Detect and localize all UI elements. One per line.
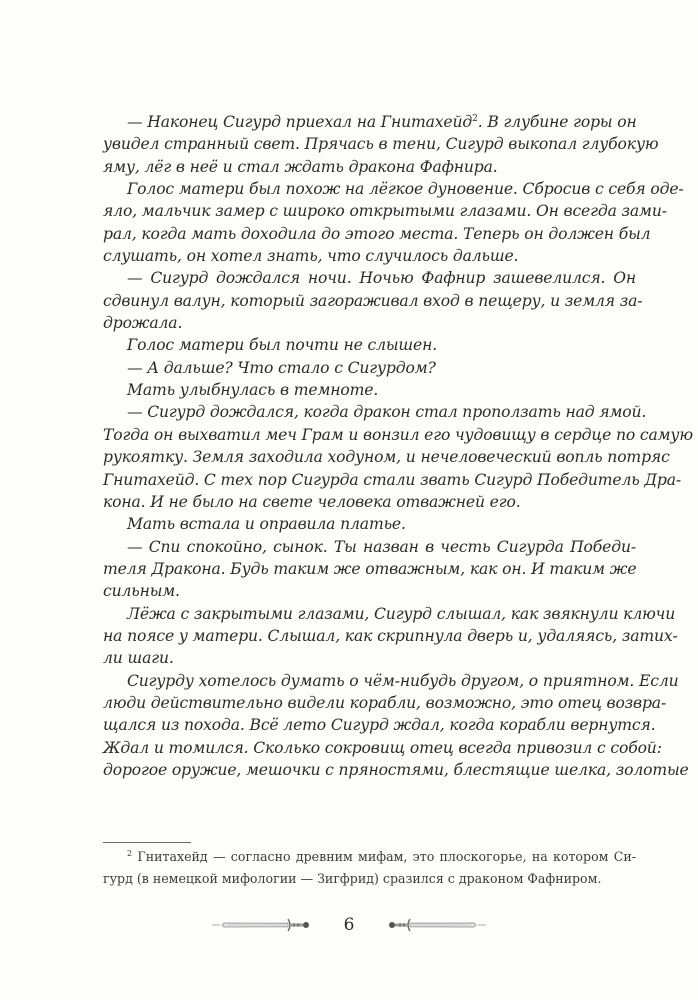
footnote-line-1 [103, 846, 636, 868]
text-line: — Спи спокойно, сынок. Ты назван в честь Сигурда Победи- [127, 537, 636, 556]
dagger-ornament-left-icon [210, 917, 314, 933]
text-line: рукоятку. Земля заходила ходуном, и нечеловеческий вопль потряс [103, 448, 670, 467]
text-line [103, 111, 636, 133]
text-line: яло, мальчик замер с широко открытыми глазами. Он всегда зами- [103, 202, 667, 221]
text-line: кона. И не было на свете человека отважней его. [103, 492, 521, 511]
text-line: — А дальше? Что стало с Сигурдом? [127, 358, 436, 377]
dagger-ornament-right-icon [384, 917, 488, 933]
text-segment: . В глубине горы он [477, 113, 637, 131]
text-line: яму, лёг в неё и стал ждать дракона Фафнира. [103, 157, 498, 176]
footnote-line-2: гурд (в немецкой мифологии — Зигфрид) сразился с драконом Фафниром. [103, 871, 602, 886]
page-footer [0, 910, 698, 940]
text-line: Тогда он выхватил меч Грам и вонзил его чудовищу в сердце по самую [103, 425, 693, 444]
text-line: Ждал и томился. Сколько сокровищ отец всегда привозил с собой: [103, 738, 662, 757]
footnote-mark: 2 [127, 848, 133, 858]
text-line: теля Дракона. Будь таким же отважным, как он. И таким же [103, 559, 637, 578]
page-number: 6 [343, 915, 355, 935]
text-line: — Сигурд дождался, когда дракон стал проползать над ямой. [127, 403, 647, 422]
text-line: увидел странный свет. Прячась в тени, Сигурд выкопал глубокую [103, 135, 659, 154]
footnote-reference[interactable]: 2 [472, 113, 478, 124]
body-text [103, 111, 693, 781]
text-line: рал, когда мать доходила до этого места. Теперь он должен был [103, 224, 651, 243]
text-line: на поясе у матери. Слышал, как скрипнула дверь и, удаляясь, затих- [103, 626, 678, 645]
text-line: ли шаги. [103, 649, 174, 668]
text-line: щался из похода. Всё лето Сигурд ждал, когда корабли вернутся. [103, 716, 656, 735]
text-line: Мать улыбнулась в темноте. [127, 381, 379, 400]
footnote [103, 846, 636, 890]
text-line: люди действительно видели корабли, возможно, это отец возвра- [103, 693, 667, 712]
text-line: Голос матери был почти не слышен. [127, 336, 438, 355]
text-line: Гнитахейд. С тех пор Сигурда стали звать Сигурд Победитель Дра- [103, 470, 682, 489]
footnote-divider [103, 842, 191, 843]
text-line: дорогое оружие, мешочки с пряностями, блестящие шелка, золотые [103, 760, 689, 779]
text-line: Сигурду хотелось думать о чём-нибудь другом, о приятном. Если [127, 671, 679, 690]
text-line: дрожала. [103, 314, 183, 333]
text-line: Голос матери был похож на лёгкое дуновение. Сбросив с себя оде- [127, 180, 684, 199]
text-line: слушать, он хотел знать, что случилось дальше. [103, 247, 519, 266]
footnote-text-1: Гнитахейд — согласно древним мифам, это плоскогорье, на котором Си- [137, 849, 637, 864]
text-line: Мать встала и оправила платье. [127, 515, 406, 534]
text-line: Лёжа с закрытыми глазами, Сигурд слышал, как звякнули ключи [127, 604, 676, 623]
text-line: сильным. [103, 582, 180, 601]
text-line: сдвинул валун, который загораживал вход в пещеру, и земля за- [103, 291, 643, 310]
text-line: — Сигурд дождался ночи. Ночью Фафнир зашевелился. Он [127, 269, 636, 288]
text-segment: — Наконец Сигурд приехал на Гнитахейд [127, 113, 473, 131]
